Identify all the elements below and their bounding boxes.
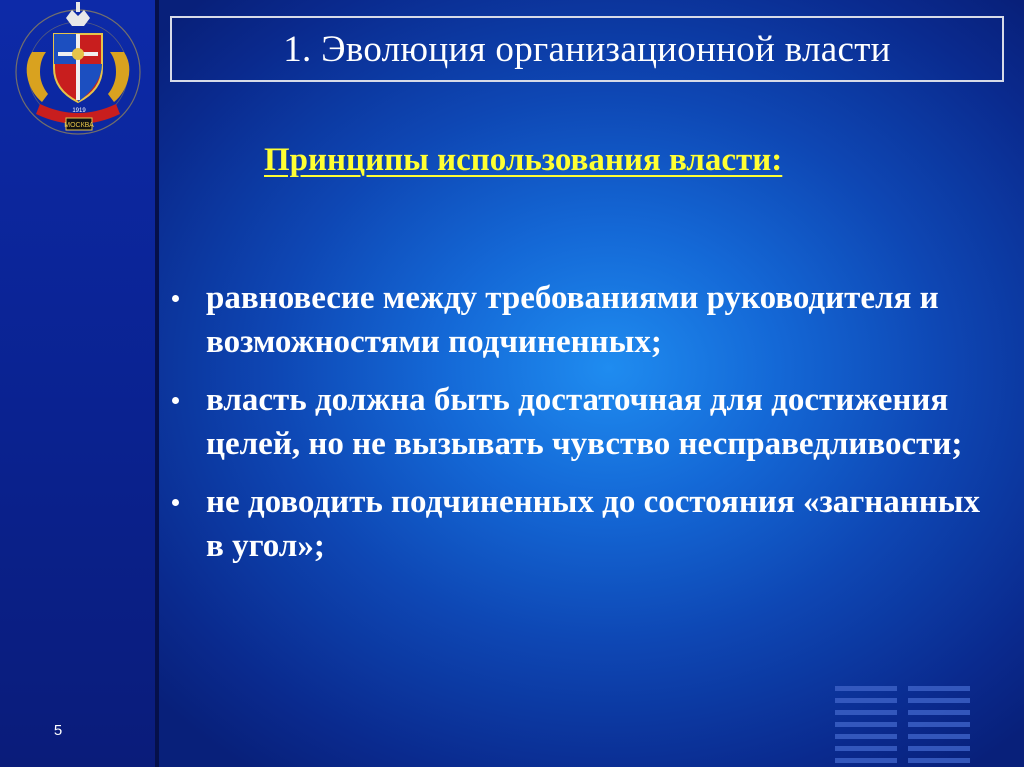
- title-frame: [170, 16, 1004, 82]
- bullet-dot-icon: [172, 499, 179, 506]
- bullet-dot-icon: [172, 295, 179, 302]
- list-item: [168, 276, 988, 364]
- bullet-list: [168, 276, 988, 582]
- page-title: 1. Эволюция организационной власти: [283, 28, 891, 70]
- list-item-text: равновесие между требованиями руководителя и возможностями подчиненных;: [206, 280, 939, 360]
- coat-of-arms-icon: [10, 0, 150, 150]
- list-item: [168, 378, 988, 466]
- list-item: [168, 480, 988, 568]
- decorative-stripes-right: [908, 684, 970, 767]
- list-item-text: власть должна быть достаточная для достижения целей, но не вызывать чувство несправедливости;: [206, 382, 963, 462]
- svg-text:МОСКВА: МОСКВА: [64, 122, 94, 129]
- slide-number: 5: [53, 722, 63, 739]
- decorative-stripes-left: [835, 684, 897, 767]
- list-item-text: не доводить подчиненных до состояния «загнанных в угол»;: [206, 484, 981, 564]
- section-subtitle: Принципы использования власти:: [264, 142, 783, 178]
- svg-text:1919: 1919: [72, 108, 86, 114]
- bullet-dot-icon: [172, 397, 179, 404]
